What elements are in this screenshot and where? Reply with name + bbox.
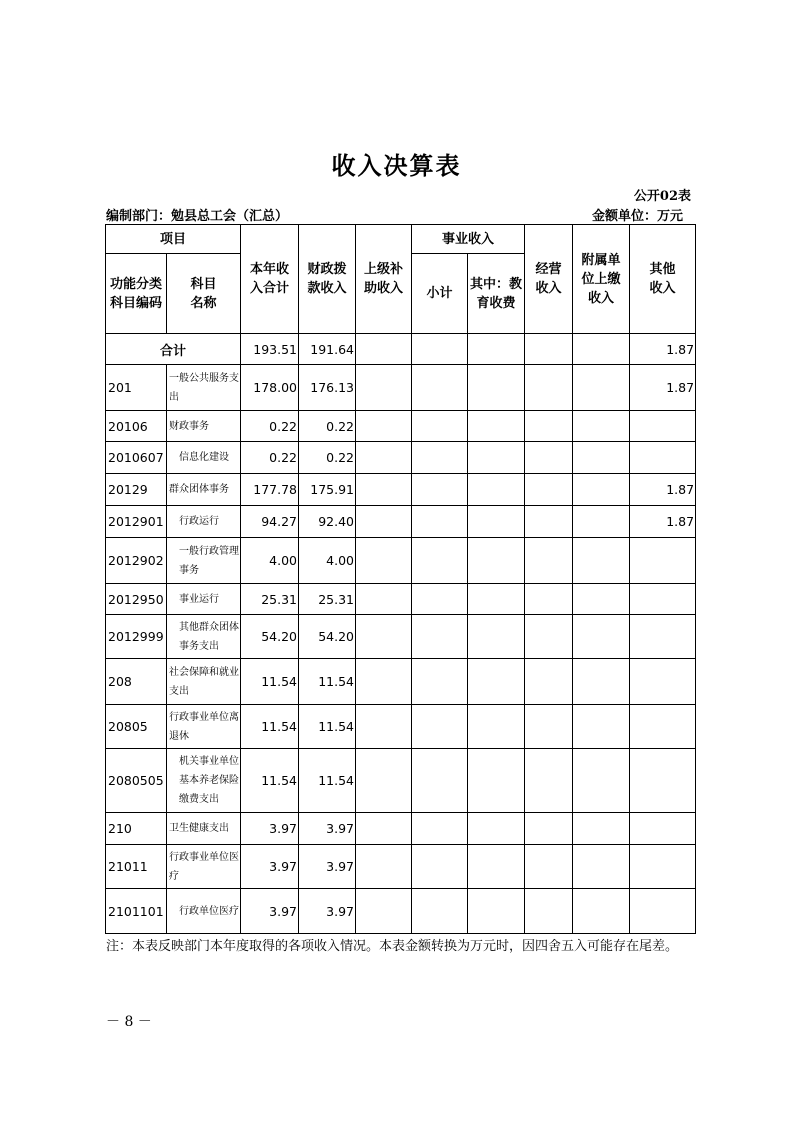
department-label: 编制部门：勉县总工会（汇总） — [106, 209, 289, 224]
subject-name: 事业运行 — [167, 584, 241, 615]
superior-income — [356, 845, 412, 889]
fiscal-income: 11.54 — [299, 749, 356, 813]
table-row — [106, 749, 696, 813]
other-income: 1.87 — [630, 506, 696, 538]
superior-income — [356, 813, 412, 845]
total-subtotal — [412, 334, 468, 365]
subject-name: 信息化建设 — [167, 442, 241, 474]
affiliated-income — [573, 442, 630, 474]
table-row — [106, 705, 696, 749]
superior-income — [356, 615, 412, 659]
affiliated-income — [573, 749, 630, 813]
operating-income — [525, 584, 573, 615]
total-label: 合计 — [106, 334, 241, 365]
operating-income — [525, 813, 573, 845]
func-code: 2012902 — [106, 538, 167, 584]
func-code: 20805 — [106, 705, 167, 749]
business-subtotal — [412, 506, 468, 538]
subject-name: 其他群众团体事务支出 — [167, 615, 241, 659]
fiscal-income: 11.54 — [299, 705, 356, 749]
total-income: 3.97 — [241, 889, 299, 934]
table-row — [106, 584, 696, 615]
total-operating — [525, 334, 573, 365]
fiscal-income: 4.00 — [299, 538, 356, 584]
other-income — [630, 705, 696, 749]
total-income: 54.20 — [241, 615, 299, 659]
education-fee — [468, 584, 525, 615]
total-fiscal: 191.64 — [299, 334, 356, 365]
total-other: 1.87 — [630, 334, 696, 365]
other-income — [630, 813, 696, 845]
total-income: 178.00 — [241, 365, 299, 411]
operating-income — [525, 506, 573, 538]
table-row — [106, 365, 696, 411]
total-sum: 193.51 — [241, 334, 299, 365]
education-fee — [468, 538, 525, 584]
other-income — [630, 411, 696, 442]
header-operating: 经营收入 — [525, 225, 573, 334]
subject-name: 一般公共服务支出 — [167, 365, 241, 411]
header-fiscal: 财政拨款收入 — [299, 225, 356, 334]
total-income: 0.22 — [241, 442, 299, 474]
subject-name: 行政事业单位医疗 — [167, 845, 241, 889]
superior-income — [356, 705, 412, 749]
table-row — [106, 474, 696, 506]
other-income: 1.87 — [630, 365, 696, 411]
header-affiliated: 附属单位上缴收入 — [573, 225, 630, 334]
fiscal-income: 0.22 — [299, 442, 356, 474]
business-subtotal — [412, 705, 468, 749]
table-row — [106, 659, 696, 705]
total-income: 177.78 — [241, 474, 299, 506]
superior-income — [356, 659, 412, 705]
business-subtotal — [412, 365, 468, 411]
operating-income — [525, 411, 573, 442]
operating-income — [525, 615, 573, 659]
unit-label: 金额单位：万元 — [591, 209, 683, 224]
business-subtotal — [412, 615, 468, 659]
subject-name: 财政事务 — [167, 411, 241, 442]
fiscal-income: 176.13 — [299, 365, 356, 411]
func-code: 21011 — [106, 845, 167, 889]
total-income: 94.27 — [241, 506, 299, 538]
header-subtotal: 小计 — [412, 254, 468, 334]
header-other: 其他收入 — [630, 225, 696, 334]
header-superior: 上级补助收入 — [356, 225, 412, 334]
business-subtotal — [412, 411, 468, 442]
affiliated-income — [573, 584, 630, 615]
form-number: 公开02表 — [633, 189, 691, 204]
other-income: 1.87 — [630, 474, 696, 506]
business-subtotal — [412, 845, 468, 889]
header-education: 其中：教育收费 — [468, 254, 525, 334]
education-fee — [468, 813, 525, 845]
table-row — [106, 411, 696, 442]
affiliated-income — [573, 813, 630, 845]
total-income: 4.00 — [241, 538, 299, 584]
education-fee — [468, 749, 525, 813]
business-subtotal — [412, 474, 468, 506]
total-income: 11.54 — [241, 749, 299, 813]
subject-name: 一般行政管理事务 — [167, 538, 241, 584]
fiscal-income: 25.31 — [299, 584, 356, 615]
education-fee — [468, 506, 525, 538]
superior-income — [356, 365, 412, 411]
table-row — [106, 506, 696, 538]
total-income: 25.31 — [241, 584, 299, 615]
table-row — [106, 845, 696, 889]
total-income: 0.22 — [241, 411, 299, 442]
other-income — [630, 615, 696, 659]
page-number: － 8 － — [106, 1014, 152, 1030]
operating-income — [525, 474, 573, 506]
education-fee — [468, 889, 525, 934]
superior-income — [356, 411, 412, 442]
func-code: 2101101 — [106, 889, 167, 934]
education-fee — [468, 365, 525, 411]
total-income: 11.54 — [241, 705, 299, 749]
education-fee — [468, 615, 525, 659]
other-income — [630, 749, 696, 813]
fiscal-income: 175.91 — [299, 474, 356, 506]
func-code: 2012901 — [106, 506, 167, 538]
business-subtotal — [412, 749, 468, 813]
header-func-code: 功能分类科目编码 — [106, 254, 167, 334]
table-row — [106, 615, 696, 659]
fiscal-income: 3.97 — [299, 845, 356, 889]
total-superior — [356, 334, 412, 365]
total-income: 3.97 — [241, 813, 299, 845]
affiliated-income — [573, 889, 630, 934]
other-income — [630, 889, 696, 934]
business-subtotal — [412, 813, 468, 845]
education-fee — [468, 845, 525, 889]
other-income — [630, 845, 696, 889]
func-code: 201 — [106, 365, 167, 411]
affiliated-income — [573, 365, 630, 411]
func-code: 2010607 — [106, 442, 167, 474]
fiscal-income: 0.22 — [299, 411, 356, 442]
func-code: 20106 — [106, 411, 167, 442]
business-subtotal — [412, 889, 468, 934]
total-education — [468, 334, 525, 365]
other-income — [630, 659, 696, 705]
fiscal-income: 3.97 — [299, 813, 356, 845]
affiliated-income — [573, 845, 630, 889]
operating-income — [525, 365, 573, 411]
affiliated-income — [573, 659, 630, 705]
header-project: 项目 — [106, 225, 241, 254]
fiscal-income: 3.97 — [299, 889, 356, 934]
other-income — [630, 442, 696, 474]
superior-income — [356, 889, 412, 934]
other-income — [630, 538, 696, 584]
operating-income — [525, 889, 573, 934]
func-code: 210 — [106, 813, 167, 845]
superior-income — [356, 538, 412, 584]
total-income: 3.97 — [241, 845, 299, 889]
superior-income — [356, 442, 412, 474]
func-code: 2012950 — [106, 584, 167, 615]
subject-name: 社会保障和就业支出 — [167, 659, 241, 705]
affiliated-income — [573, 506, 630, 538]
header-subject-name: 科目名称 — [167, 254, 241, 334]
func-code: 2080505 — [106, 749, 167, 813]
operating-income — [525, 749, 573, 813]
subject-name: 机关事业单位基本养老保险缴费支出 — [167, 749, 241, 813]
affiliated-income — [573, 474, 630, 506]
table-row — [106, 813, 696, 845]
operating-income — [525, 659, 573, 705]
education-fee — [468, 411, 525, 442]
other-income — [630, 584, 696, 615]
header-total: 本年收入合计 — [241, 225, 299, 334]
business-subtotal — [412, 442, 468, 474]
table-row — [106, 889, 696, 934]
page-title: 收入决算表 — [331, 151, 462, 180]
education-fee — [468, 705, 525, 749]
superior-income — [356, 506, 412, 538]
affiliated-income — [573, 705, 630, 749]
subject-name: 行政单位医疗 — [167, 889, 241, 934]
operating-income — [525, 845, 573, 889]
fiscal-income: 92.40 — [299, 506, 356, 538]
operating-income — [525, 538, 573, 584]
superior-income — [356, 584, 412, 615]
table-row — [106, 538, 696, 584]
operating-income — [525, 442, 573, 474]
total-income: 11.54 — [241, 659, 299, 705]
operating-income — [525, 705, 573, 749]
affiliated-income — [573, 615, 630, 659]
business-subtotal — [412, 584, 468, 615]
table-row — [106, 442, 696, 474]
education-fee — [468, 474, 525, 506]
fiscal-income: 54.20 — [299, 615, 356, 659]
func-code: 20129 — [106, 474, 167, 506]
superior-income — [356, 749, 412, 813]
total-affiliated — [573, 334, 630, 365]
business-subtotal — [412, 659, 468, 705]
func-code: 208 — [106, 659, 167, 705]
income-table — [105, 224, 696, 934]
superior-income — [356, 474, 412, 506]
subject-name: 行政运行 — [167, 506, 241, 538]
education-fee — [468, 442, 525, 474]
header-business: 事业收入 — [412, 225, 525, 254]
affiliated-income — [573, 538, 630, 584]
subject-name: 群众团体事务 — [167, 474, 241, 506]
fiscal-income: 11.54 — [299, 659, 356, 705]
business-subtotal — [412, 538, 468, 584]
education-fee — [468, 659, 525, 705]
func-code: 2012999 — [106, 615, 167, 659]
subject-name: 行政事业单位离退休 — [167, 705, 241, 749]
subject-name: 卫生健康支出 — [167, 813, 241, 845]
affiliated-income — [573, 411, 630, 442]
table-note: 注：本表反映部门本年度取得的各项收入情况。本表金额转换为万元时，因四舍五入可能存在尾差。 — [106, 939, 679, 954]
